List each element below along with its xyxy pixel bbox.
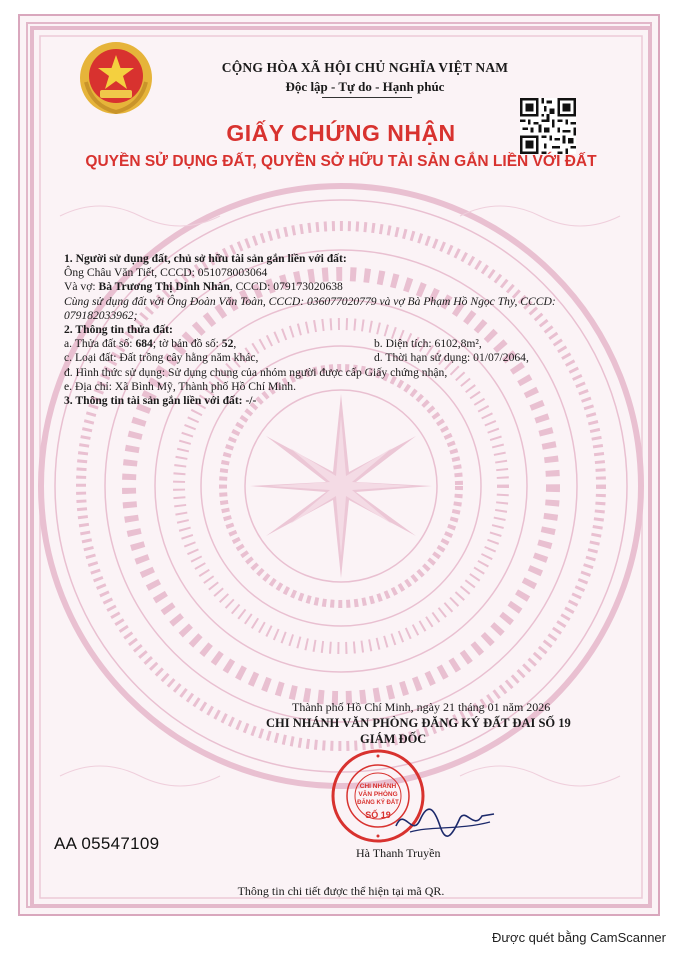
signing-date: Thành phố Hồ Chí Minh, ngày 21 tháng 01 năm 2026 [292, 700, 551, 714]
signer-name: Hà Thanh Truyền [356, 846, 441, 860]
qr-footer-note: Thông tin chi tiết được thể hiện tại mã QR. [237, 884, 445, 898]
parcel-row [64, 337, 624, 351]
spouse-name: Bà Trương Thị Dinh Nhàn [98, 280, 230, 294]
section2-heading: 2. Thông tin thửa đất: [64, 323, 173, 337]
section3-heading: 3. Thông tin tài sản gắn liền với đất: -/- [64, 394, 257, 407]
parcel-prefix: a. Thửa đất số: [64, 337, 136, 351]
use-term: d. Thời hạn sử dụng: 01/07/2064, [374, 351, 529, 365]
parcel-number: 684 [135, 337, 153, 351]
svg-text:SỐ 19: SỐ 19 [365, 810, 391, 820]
nation-name: CỘNG HÒA XÃ HỘI CHỦ NGHĨA VIỆT NAM [221, 60, 509, 75]
serial-number: AA 05547109 [54, 834, 160, 853]
section1-heading: 1. Người sử dụng đất, chủ sở hữu tài sản gắn liền với đất: [64, 252, 347, 265]
svg-text:CHI NHÁNH: CHI NHÁNH [359, 783, 397, 790]
land-type: c. Loại đất: Đất trồng cây hằng năm khác, [64, 351, 259, 365]
sheet-suffix: , [233, 337, 237, 351]
co-users-line-1: Cùng sử dụng đất với Ông Đoàn Văn Toàn, CCCD: 036077020779 và vợ Bà Phạm Hồ Ngọc Thy, CCCD: [64, 294, 556, 308]
certificate-sheet [18, 14, 660, 916]
svg-text:VĂN PHÒNG: VĂN PHÒNG [358, 791, 398, 798]
camscanner-watermark: Được quét bằng CamScanner [491, 930, 666, 945]
usage-form: đ. Hình thức sử dụng: Sử dụng chung của nhóm người được cấp Giấy chứng nhận, [64, 365, 448, 379]
certificate-title: GIẤY CHỨNG NHẬN [226, 120, 456, 146]
spouse-prefix: Và vợ: [64, 280, 99, 294]
svg-text:ĐĂNG KÝ ĐẤT: ĐĂNG KÝ ĐẤT [357, 800, 399, 806]
address-line: e. Địa chỉ: Xã Bình Mỹ, Thành phố Hồ Chí Minh. [64, 379, 296, 393]
issuing-office: CHI NHÁNH VĂN PHÒNG ĐĂNG KÝ ĐẤT ĐAI SỐ 19 [266, 716, 571, 730]
sheet-prefix: ; tờ bản đồ số: [152, 337, 222, 351]
spouse-line [64, 280, 624, 294]
spouse-id: , CCCD: 079173020638 [229, 280, 343, 294]
certificate-body [64, 252, 624, 408]
national-emblem-icon [78, 40, 154, 116]
motto-underline [322, 97, 412, 98]
owner-line: Ông Châu Văn Tiết, CCCD: 051078003064 [64, 266, 268, 280]
signer-position: GIÁM ĐỐC [360, 732, 427, 746]
certificate-subtitle: QUYỀN SỬ DỤNG ĐẤT, QUYỀN SỞ HỮU TÀI SẢN GẮN LIỀN VỚI ĐẤT [85, 153, 597, 170]
co-users-line-2: 079182033962; [64, 308, 138, 322]
area-info: b. Diện tích: 6102,8m², [374, 337, 482, 351]
parcel-info [64, 337, 236, 350]
sheet-number: 52 [221, 337, 234, 351]
landtype-row [64, 351, 624, 365]
motto: Độc lập - Tự do - Hạnh phúc [285, 79, 445, 94]
